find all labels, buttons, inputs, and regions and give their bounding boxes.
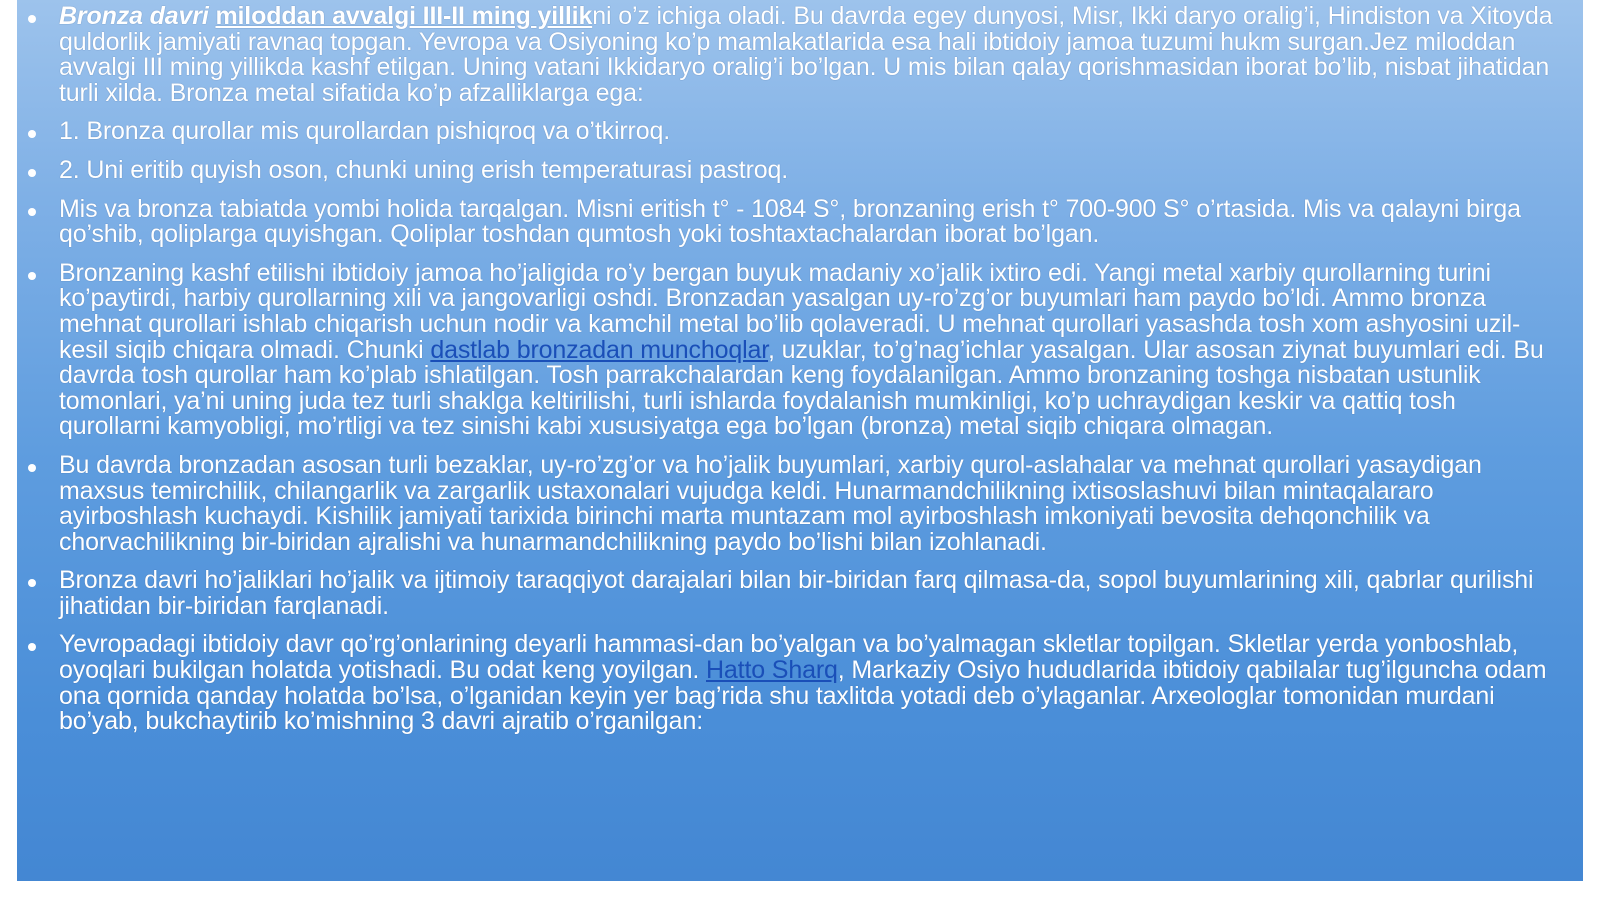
bullet-item-discovery (17, 258, 1583, 441)
paragraph-text: ni o’z ichiga oladi. Bu davrda egey dunyosi, Misr, Ikki daryo oralig’i, Hindiston va Xitoyda quldorlik jamiyati ravnaq topgan. Yevropa va Osiyoning ko’p mamlakatlarida esa hali ibtidoiy jamoa tuzumi hukm surgan.Jez miloddan avvalgi III ming yillikda kashf etilgan. Uning vatani Ikkidaryo oralig’i bo’lgan. U mis bilan qalay qorishmasidan iborat bo’lib, nisbat jihatidan turli xilda. Bronza metal sifatida ko’p afzalliklarga ega: (59, 2, 1553, 107)
bullet-item-melting (17, 194, 1583, 249)
lead-period: miloddan avvalgi III-II ming yillik (215, 2, 593, 30)
paragraph-text: Yevropadagi ibtidoiy davr qo’rg’onlarining deyarli hammasi-dan bo’yalgan va bo’yalmagan skletlar topilgan. Skletlar yerda yonboshlab, oyoqlari bukilgan holatda yotishadi. Bu odat keng yoyilgan. (59, 630, 1519, 685)
bullet-dot-icon (28, 130, 36, 138)
lead-term: Bronza davri (59, 2, 209, 30)
bullet-dot-icon (28, 464, 36, 472)
bullet-item-bronze-age-intro (17, 4, 1583, 106)
bullet-dot-icon (28, 15, 36, 23)
bullet-dot-icon (28, 643, 36, 651)
paragraph-text: Bu davrda bronzadan asosan turli bezaklar, uy-ro’zg’or va ho’jalik buyumlari, xarbiy qurol-aslahalar va mehnat qurollari yasaydigan maxsus temirchilik, chilangarlik va zargarlik ustaxonalari vujudga keldi. Hunarmandchilikning ixtisoslashuvi bilan mintaqalararo ayirboshlash kuchaydi. Kishilik jamiyati tarixida birinchi marta muntazam mol ayirboshlash imkoniyati bevosita dehqonchilik va chorvachilikning bir-biridan ajralishi va hunarmandchilikning paydo bo’lishi bilan izohlanadi. (59, 450, 1482, 556)
paragraph-text: , uzuklar, to’g’nag’ichlar yasalgan. Ular asosan ziynat buyumlari edi. Bu davrda tosh qurollar ham ko’plab ishlatilgan. Tosh parrakchalardan keng foydalanilgan. Ammo bronzaning toshga nisbatan ustunlik tomonlari, ya’ni uning juda tez turli shaklga keltirilishi, turli ishlarda foydalanish mumkinligi, ko’p uchraydigan keskir va qattiq tosh qurollarni kamyobligi, mo’rtligi va tez sinishi kabi xususiyatga ega bo’lgan (bronza) metal siqib chiqara olmagan. (59, 335, 1544, 441)
bullet-dot-icon (28, 272, 36, 280)
paragraph-text: Mis va bronza tabiatda yombi holida tarqalgan. Misni eritish t° - 1084 S°, bronzaning erish t° 700-900 S° o’rtasida. Mis va qalayni birga qo’shib, qoliplarga quyishgan. Qoliplar toshdan qumtosh yoki toshtaxtachalardan iborat bo’lgan. (59, 194, 1521, 249)
paragraph-text: Bronza davri ho’jaliklari ho’jalik va ijtimoiy taraqqiyot darajalari bilan bir-biridan farq qilmasa-da, sopol buyumlarining xili, qabrlar qurilishi jihatidan bir-biridan farqlanadi. (59, 566, 1534, 620)
bullet-item-workshops (17, 450, 1583, 556)
link-bronze-beads[interactable]: dastlab bronzadan munchoqlar (430, 335, 769, 364)
bullet-item-advantage-1 (17, 119, 1583, 145)
paragraph-text: , Markaziy Osiyo hududlarida ibtidoiy qabilalar tug’ilguncha odam ona qornida qanday holatda bo’lsa, o’lganidan keyin yer bag’rida shu taxlitda yotadi deb o’ylaganlar. Arxeologlar tomonidan murdani bo’yab, bukchaytirib ko’mishning 3 davri ajratib o’rganilgan: (59, 656, 1547, 736)
paragraph-text: 2. Uni eritib quyish oson, chunki uning erish temperaturasi pastroq. (59, 155, 789, 184)
bullet-dot-icon (28, 169, 36, 177)
bullet-item-economies (17, 568, 1583, 619)
slide (17, 0, 1583, 899)
bullet-list (17, 4, 1583, 748)
link-hatto-sharq[interactable]: Hatto Sharq (706, 656, 838, 685)
paragraph-text: 1. Bronza qurollar mis qurollardan pishiqroq va o’tkirroq. (59, 117, 671, 146)
bullet-item-advantage-2 (17, 155, 1583, 184)
bullet-dot-icon (28, 579, 36, 587)
paragraph-text: Bronzaning kashf etilishi ibtidoiy jamoa ho’jaligida ro’y bergan buyuk madaniy xo’jalik ixtiro edi. Yangi metal xarbiy qurollarning turini ko’paytirdi, harbiy qurollarning xili va jangovarligi oshdi. Bronzadan yasalgan uy-ro’zg’or buyumlari ham paydo bo’ldi. Ammo bronza mehnat qurollari ishlab chiqarish uchun nodir va kamchil metal bo’lib qolaveradi. U mehnat qurollari yasashda tosh xom ashyosini uzil-kesil siqib chiqara olmadi. Chunki (59, 258, 1521, 364)
bullet-dot-icon (28, 208, 36, 216)
bullet-item-burials (17, 632, 1583, 734)
